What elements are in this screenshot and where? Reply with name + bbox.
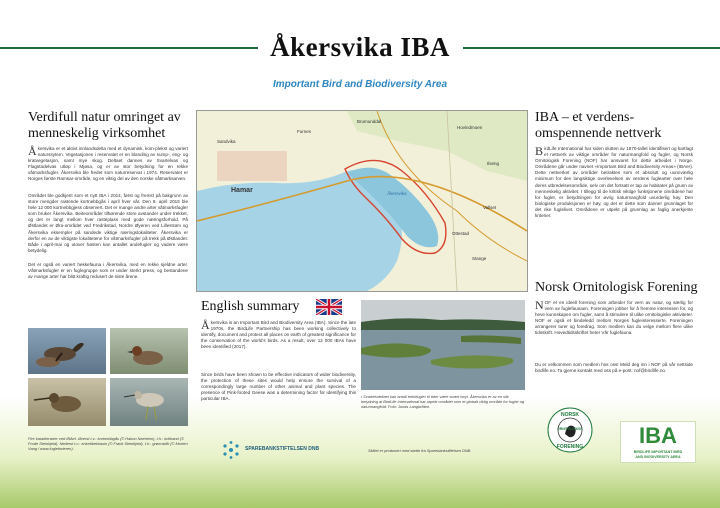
sponsor-logo <box>221 440 321 460</box>
left-heading-line1: Verdifull natur omringet av <box>28 110 181 125</box>
delta-photo-caption: I Svartelvdeltaet kan antall trekkfugler til tider være svært høyt. Åkersvika er av en slik betydning at BirdLife International har utpekt området som et globalt viktig område for fugler og naturmangfold. Foto: Jonas Langbråten. <box>361 394 525 409</box>
map-label-akersvika: Åkersvika <box>387 191 407 196</box>
right-heading-2: Norsk Ornitologisk Forening <box>535 280 698 295</box>
left-heading <box>28 110 193 142</box>
english-heading: English summary <box>201 299 300 314</box>
map-label-sandvika: Sandvika <box>217 139 236 144</box>
nof-emblem-icon <box>545 400 595 462</box>
left-paragraph-3: Det er også en variert hekkefauna i Åkersvika, med en rekke sjeldne arter. Våtmarksfugler er en fuglegruppe som er under sterkt press, og bestandene av mange arter har blitt kraftig redusert de siste årene. <box>28 262 188 280</box>
area-map <box>196 110 528 292</box>
uk-flag-icon <box>316 299 342 315</box>
map-label-vallset: Vallset <box>483 205 497 210</box>
bird-photo-snipe <box>28 378 106 426</box>
right-heading-1-line2: omspennende nettverk <box>535 126 662 141</box>
bird-photo-greenshank <box>110 378 188 426</box>
map-label-furnes: Furnes <box>297 129 312 134</box>
page-subtitle: Important Bird and Biodiversity Area <box>272 79 448 90</box>
delta-landscape <box>361 300 525 390</box>
right-heading-1-line1: IBA – et verdens- <box>535 110 635 125</box>
right-paragraph-3: Du er velkommen som medlem hos oss! Meld deg inn i NOF på vår nettside birdlife.no. Ta gjerne kontakt med oss på e-post: nof@birdlife.no. <box>535 362 693 374</box>
bird-photos-caption: Fire karakterarter ved IBAet. Øverst t.v.: kortnebbgås (© Hakon Naeheim), t.h.: krikkand (© Frode Steinkjeld). Nederst t.v.: enkeltbekkasin (© Frank Steinkjeld), t.h.: grønnstilk (© Morten Vang / www.fugleforteren). <box>28 436 188 451</box>
map-label-stange: Stange <box>472 256 487 261</box>
nof-logo-top: NORSK <box>560 412 580 418</box>
left-paragraph-2: Området ble godkjent som et nytt IBA i 2014, først og fremst på bakgrunn av store mengder rastende kortnebbgås i april hver vår. Den 9. april 2015 ble hele 12 000 kortnebbgjess observert. Det er mange andre arter våtmarksfugler som bruker Åkersvika. Beiteområder tilhørende store avstander under trekket, og det er langt mellom hver rasteplass med gode næringsforhold. På Østlandet er Øra-området ved Fredrikstad, Nordre Øyeren ved Lillestrøm og Åkersvika eksempler på sandede viktige næringslokaliteter. Åkersvika er derfor en av de viktigste lokalitetene for våtmarksfugler på trekk på Østlandet. Både i april-mai og utover høsten kan antallet andefugler og vadere være betydelig. <box>28 193 188 253</box>
delta-photo <box>361 300 525 390</box>
teal-figure <box>110 328 188 374</box>
bird-photo-teal <box>110 328 188 374</box>
nof-logo <box>545 400 595 462</box>
map-label-ottestad: Ottestad <box>452 231 470 236</box>
right-paragraph-2: NOF er en ideell forening som arbeider for vern av natur, og særlig for vern av fuglefaunaen. Foreningen jobber for å fremme interessen for, og heve kunnskapen om fugler, samt å stimulere til ulike ornitologiske aktiviteter. NOF er også et bindeledd mellom Norges fugleinteresserte. Foreningen arrangerer turer og foredrag. Som medlem kan du velge mellom flere ulike tidsskrift. Hovedtidsskriftet heter Vår fuglefauna. <box>535 298 693 336</box>
right-paragraph-1: BirdLife International har siden slutten av 1970-tallet identifisert og kartlagt et nettverk av viktige områder for naturmangfold og fugler, og Norsk Ornitologisk Forening (NOF) har ansvaret for dette arbeidet i Norge. Områdene går under navnet «Important Bird and Biodiversity Areas» (IBAer). Dette nettverket av områder betraktes som et absolutt og uunnværlig minimum for den langsiktige overlevelsen av verdens fuglearter over hele deres utbredelsesområde, selv om det fortsatt er tap av habitater på grunn av menneskelig aktivitet. I tillegg til de kritisk viktige funksjonene områdene har for fugler, er betydningen for øvrig naturmangfold uvurderlig høy. Den biologiske produksjonen er høy, og det er dette som danner grunnlaget for det rike fuglelivet. Områdene er utpekt på grunnlag av faglig anerkjente kriterier. <box>535 144 693 219</box>
iba-logo-small-2: AND BIODIVERSITY AREA <box>635 455 681 459</box>
iba-logo <box>620 421 696 463</box>
snipe-figure <box>28 378 106 426</box>
iba-logo-big-text: IBA <box>639 423 677 448</box>
nof-logo-middle: ORNITOLOGISK <box>557 427 583 431</box>
map-graphic <box>197 111 527 291</box>
map-label-brumunddal: Brumunddal <box>357 119 382 124</box>
right-heading-1 <box>535 110 695 142</box>
nof-logo-bottom: FORENING <box>556 444 584 450</box>
map-label-hamar: Hamar <box>231 187 253 194</box>
hamar-town <box>217 151 287 181</box>
bird-photo-goose <box>28 328 106 374</box>
map-label-hovindmoen: Hovindmoen <box>457 125 483 130</box>
sponsor-note: Skiltet er produsert med støtte fra Sparebankstiftelsen DNB. <box>368 448 472 453</box>
iba-logo-small-1: BIRDLIFE IMPORTANT BIRD <box>633 450 683 454</box>
english-paragraph-2: Since birds have been shown to be effective indicators of wider biodiversity, the protection of these sites would help ensure the survival of a correspondingly large number of other animal and plant species. The presence of Pink-footed Geese was a determining factor for identifying this particular IBA. <box>201 372 356 402</box>
page-title: Åkersvika IBA <box>270 32 450 62</box>
left-paragraph-1: Åkersvika er et aktivt innlandsdelta med et dynamisk, kom-plekst og variert naturssytem. Vegetasjonen i reservatet er en blanding av sump-, eng- og kratvegetasjon, samt mye skog. Deltaet dannes av Svartelvas og Flagstadelvas utløp i Mjøsa, og er av stor betydning for en rekke våtmarksfugler. Åkersvika ble fredet som naturreservat i 1974. Reservatet er Norges første Ramsar-område, og en viktig del av den norske våtmarksarven. <box>28 144 188 182</box>
greenshank-figure <box>110 378 188 426</box>
goose-figure <box>28 328 106 374</box>
english-paragraph-1: Åkersvika is an Important Bird and Biodiversity Area (IBA). Since the late 1970s, the BirdLife Partnership has been working collectively to identify, document and protect all places on earth of greatest significance for the conservation of the world's birds. As a result, over 12 000 IBAs have been identified (2017). <box>201 318 356 350</box>
sponsor-emblem-icon <box>221 440 241 460</box>
left-heading-line2: menneskelig virksomhet <box>28 126 166 141</box>
map-label-ilseng: Ilseng <box>487 161 500 166</box>
sponsor-name: SPAREBANKSTIFTELSEN DNB <box>245 446 320 452</box>
